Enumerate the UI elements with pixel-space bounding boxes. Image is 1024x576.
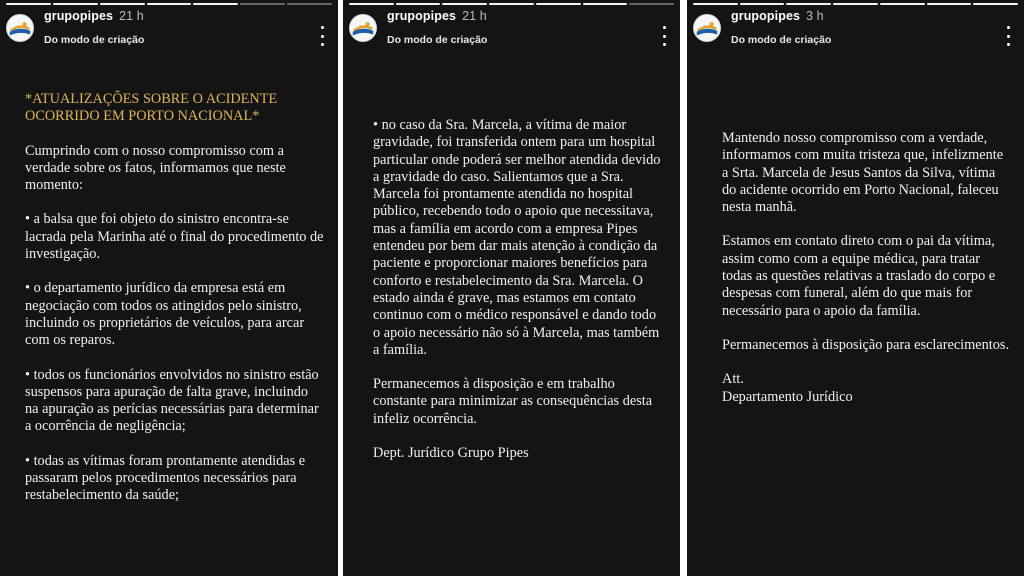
username[interactable] xyxy=(387,9,487,23)
more-vertical-icon[interactable] xyxy=(1002,26,1014,46)
story-text xyxy=(722,130,1012,406)
grupopipes-logo-icon xyxy=(350,15,376,41)
story-title: *ATUALIZAÇÕES SOBRE O ACIDENTE OCORRIDO EM PORTO NACIONAL* xyxy=(25,91,278,125)
story-header xyxy=(6,8,332,50)
paragraph: • o departamento jurídico da empresa está em negociação com todos os atingidos pelo sinistro, incluindo os proprietários de veículos, para arcar com os reparos. xyxy=(25,280,305,349)
paragraph: Dept. Jurídico Grupo Pipes xyxy=(373,445,529,462)
username-text[interactable]: grupopipes xyxy=(731,9,801,23)
post-time: 21 h xyxy=(119,9,144,23)
paragraph: Permanecemos à disposição e em trabalho constante para minimizar as consequências desta infeliz ocorrência. xyxy=(373,376,653,427)
avatar[interactable] xyxy=(693,14,721,42)
paragraph: • todos os funcionários envolvidos no sinistro estão suspensos para apuração de falta grave, incluindo na apuração as perícias necessárias para determinar a ocorrência de negligência; xyxy=(25,366,319,435)
paragraph: • no caso da Sra. Marcela, a vítima de maior gravidade, foi transferida ontem para um hospital particular onde poderá ser melhor atendida devido a gravidade do caso. Salientamos que a Sra. Marcela foi prontamente atendida no hospital público, recebendo todo o apoio que necessitava, mas a família em acordo com a empresa Pipes entendeu por bem dar mais atenção à condição da paciente e proporcionar maiores benefícios para conforto e restabelecimento da Sra. Marcela. O estado ainda é grave, mas estamos em contato continuo com o médico responsável e dando todo o apoio necessário não só à Marcela, mas também a família. xyxy=(373,117,661,358)
created-with-label: Do modo de criação xyxy=(731,34,832,46)
username[interactable] xyxy=(44,9,144,23)
story-panel-3[interactable] xyxy=(687,0,1024,576)
story-panel-2[interactable] xyxy=(343,0,680,576)
story-progress-bar xyxy=(693,3,1018,5)
grupopipes-logo-icon xyxy=(694,15,720,41)
created-with-label: Do modo de criação xyxy=(387,34,488,46)
paragraph: Permanecemos à disposição para esclarecimentos. xyxy=(722,336,1010,353)
avatar[interactable] xyxy=(6,14,34,42)
story-progress-bar xyxy=(349,3,674,5)
story-header xyxy=(693,8,1018,50)
username-text[interactable]: grupopipes xyxy=(387,9,457,23)
paragraph: Att. Departamento Jurídico xyxy=(722,371,853,405)
post-time: 3 h xyxy=(806,9,824,23)
avatar[interactable] xyxy=(349,14,377,42)
story-header xyxy=(349,8,674,50)
more-vertical-icon[interactable] xyxy=(658,26,670,46)
story-progress-bar xyxy=(6,3,332,5)
paragraph: Estamos em contato direto com o pai da vítima, assim como com a equipe médica, para tratar todas as questões relativas a traslado do corpo e despesas com funeral, além do que mais for necessário para o apoio da família. xyxy=(722,233,996,319)
paragraph: • todas as vítimas foram prontamente atendidas e passaram pelos procedimentos necessários para restabelecimento da saúde; xyxy=(25,452,306,504)
more-vertical-icon[interactable] xyxy=(316,26,328,46)
created-with-label: Do modo de criação xyxy=(44,34,145,46)
paragraph: • a balsa que foi objeto do sinistro encontra-se lacrada pela Marinha até o final do procedimento de investigação. xyxy=(25,211,324,263)
post-time: 21 h xyxy=(462,9,487,23)
story-text xyxy=(25,91,325,505)
username-text[interactable]: grupopipes xyxy=(44,9,114,23)
username[interactable] xyxy=(731,9,824,23)
story-text xyxy=(373,117,663,462)
story-panel-1[interactable] xyxy=(0,0,338,576)
paragraph: Mantendo nosso compromisso com a verdade, informamos com muita tristeza que, infelizmente a Srta. Marcela de Jesus Santos da Silva, vítima do acidente ocorrido em Porto Nacional, faleceu nesta manhã. xyxy=(722,130,1004,216)
paragraph: Cumprindo com o nosso compromisso com a verdade sobre os fatos, informamos que neste momento: xyxy=(25,142,286,194)
grupopipes-logo-icon xyxy=(7,15,33,41)
